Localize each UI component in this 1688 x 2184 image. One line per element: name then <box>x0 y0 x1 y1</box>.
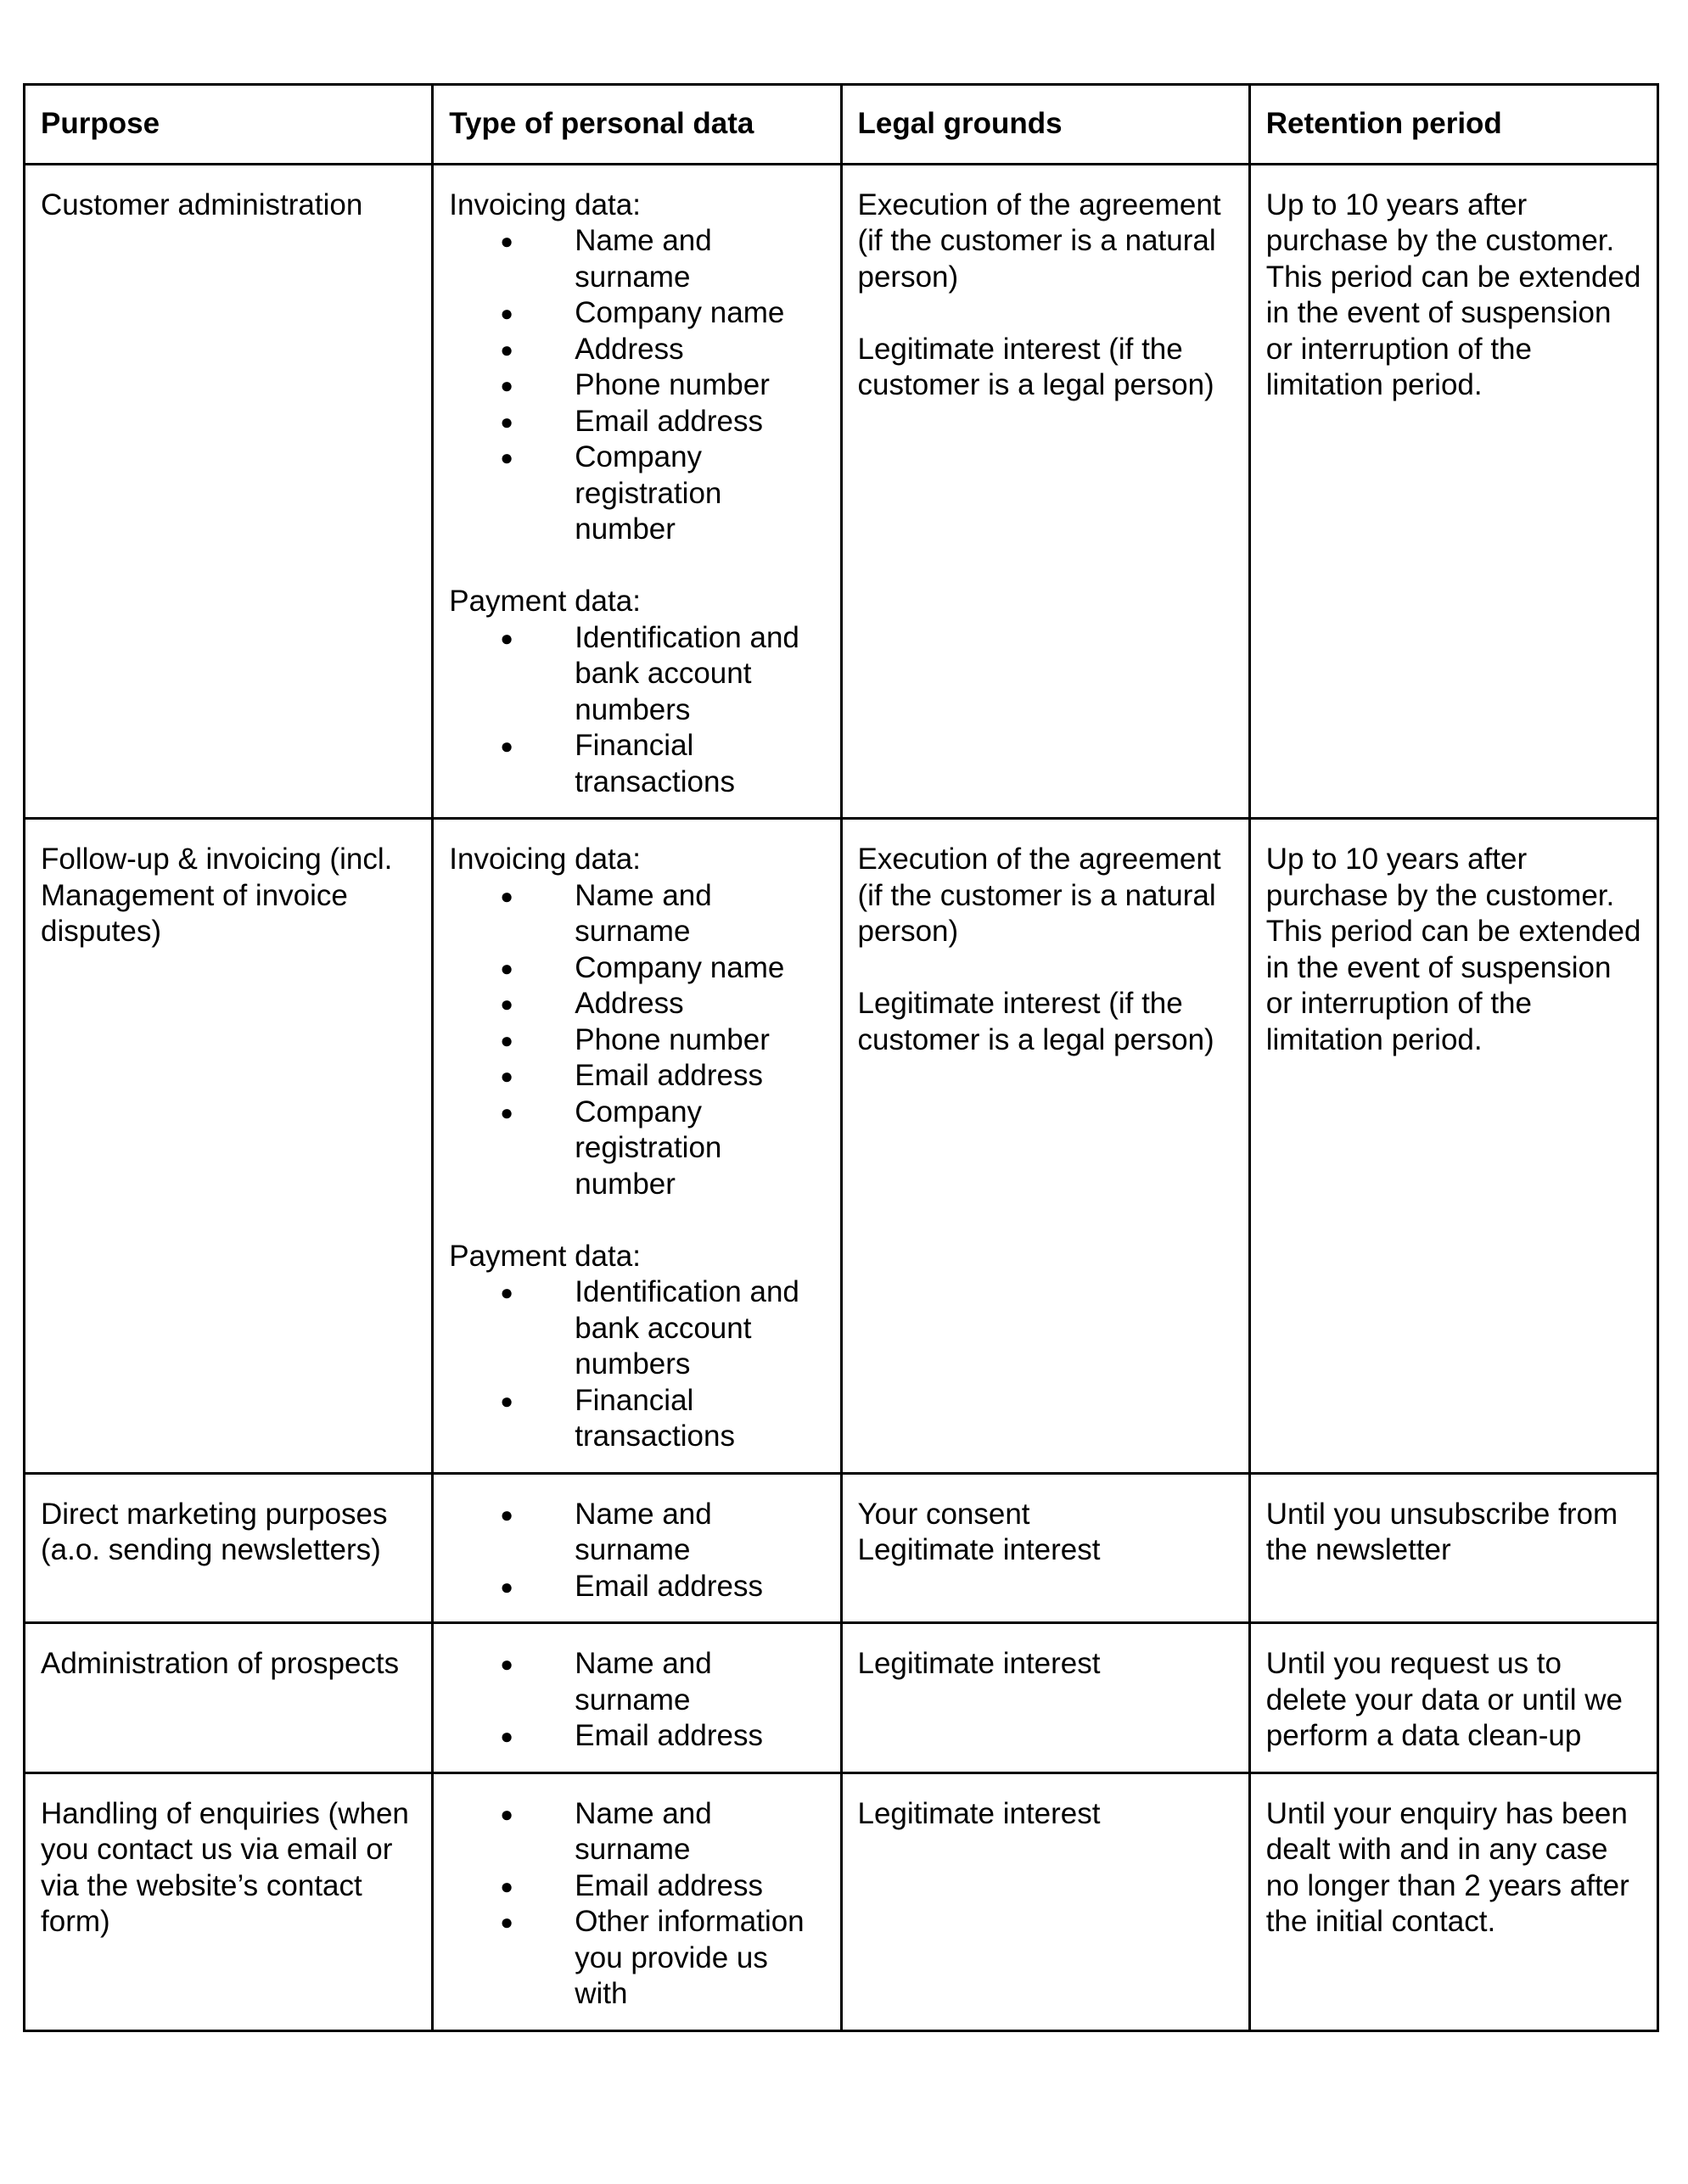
data-item-list <box>449 223 824 548</box>
list-item <box>500 332 824 368</box>
retention-period-cell <box>1249 1473 1657 1623</box>
list-item <box>500 1497 824 1569</box>
list-item-text: Phone number <box>575 1022 770 1056</box>
list-item-text: Company name <box>575 296 785 329</box>
bullet-icon: ● <box>500 1280 513 1305</box>
data-group-label: Payment data: <box>449 1239 641 1273</box>
retention-period-cell <box>1249 1772 1657 2030</box>
purpose-text: Administration of prospects <box>41 1647 400 1680</box>
header-row <box>25 85 1658 165</box>
legal-grounds-cell <box>841 164 1249 819</box>
header-type-of-personal-data: Type of personal data <box>433 85 841 165</box>
list-item-text: Name and surname <box>575 1497 712 1566</box>
bullet-icon: ● <box>500 1873 513 1899</box>
bullet-icon: ● <box>500 1800 513 1827</box>
bullet-icon: ● <box>500 624 513 651</box>
table-row <box>25 819 1658 1474</box>
purpose-text: Direct marketing purposes (a.o. sending newsletters) <box>41 1497 388 1566</box>
list-item-text: Phone number <box>575 368 770 401</box>
personal-data-cell <box>433 819 841 1474</box>
list-item <box>500 367 824 404</box>
data-item-list <box>449 1497 824 1605</box>
retention-period-text: Until you request us to delete your data or until we perform a data clean-up <box>1265 1647 1624 1752</box>
header-legal-grounds: Legal grounds <box>841 85 1249 165</box>
purpose-text: Handling of enquiries (when you contact us via email or via the website’s contact form) <box>41 1796 409 1938</box>
legal-grounds-cell <box>841 819 1249 1474</box>
bullet-icon: ● <box>500 882 513 909</box>
list-item-text: Identification and bank account numbers <box>575 620 799 726</box>
data-group <box>449 1239 824 1455</box>
list-item <box>500 728 824 800</box>
bullet-icon: ● <box>500 1651 513 1677</box>
bullet-icon: ● <box>500 1573 513 1599</box>
data-group <box>449 1796 824 2013</box>
list-item <box>500 1646 824 1718</box>
bullet-icon: ● <box>500 1501 513 1527</box>
data-group <box>449 584 824 800</box>
personal-data-cell <box>433 1473 841 1623</box>
list-item <box>500 1095 824 1203</box>
list-item <box>500 878 824 950</box>
retention-period-cell <box>1249 819 1657 1474</box>
personal-data-cell <box>433 1623 841 1773</box>
purpose-text: Customer administration <box>41 188 363 221</box>
bullet-icon: ● <box>500 733 513 759</box>
data-item-list <box>449 1646 824 1755</box>
data-group-label: Invoicing data: <box>449 188 641 221</box>
list-item <box>500 1383 824 1455</box>
bullet-icon: ● <box>500 1027 513 1053</box>
data-processing-table <box>23 83 1659 2032</box>
legal-ground-text: Legitimate interest (if the customer is a legal person) <box>857 332 1214 401</box>
purpose-cell <box>25 1772 433 2030</box>
bullet-icon: ● <box>500 408 513 434</box>
bullet-icon: ● <box>500 228 513 254</box>
list-item <box>500 1796 824 1868</box>
list-item <box>500 1569 824 1605</box>
legal-grounds-cell <box>841 1772 1249 2030</box>
list-item-text: Name and surname <box>575 1647 712 1716</box>
personal-data-cell <box>433 164 841 819</box>
bullet-icon: ● <box>500 300 513 326</box>
bullet-icon: ● <box>500 372 513 398</box>
bullet-icon: ● <box>500 1387 513 1414</box>
legal-ground-text: Legitimate interest <box>857 1796 1101 1830</box>
list-item <box>500 620 824 729</box>
list-item-text: Email address <box>575 1059 764 1092</box>
list-item-text: Address <box>575 332 684 366</box>
legal-ground-text: Legitimate interest (if the customer is a legal person) <box>857 987 1214 1056</box>
list-item <box>500 223 824 295</box>
list-item-text: Identification and bank account numbers <box>575 1275 799 1380</box>
table-row <box>25 164 1658 819</box>
list-item <box>500 1274 824 1383</box>
data-item-list <box>449 620 824 801</box>
data-item-list <box>449 878 824 1203</box>
purpose-text: Follow-up & invoicing (incl. Management of invoice disputes) <box>41 843 393 948</box>
table-row <box>25 1623 1658 1773</box>
retention-period-text: Until your enquiry has been dealt with and in any case no longer than 2 years after the initial contact. <box>1265 1796 1629 1938</box>
purpose-cell <box>25 1623 433 1773</box>
data-item-list <box>449 1796 824 2013</box>
list-item-text: Company name <box>575 950 785 984</box>
bullet-icon: ● <box>500 955 513 981</box>
retention-period-cell <box>1249 1623 1657 1773</box>
list-item-text: Name and surname <box>575 878 712 948</box>
list-item-text: Email address <box>575 1868 764 1902</box>
list-item <box>500 950 824 987</box>
purpose-cell <box>25 164 433 819</box>
retention-period-text: Up to 10 years after purchase by the customer. This period can be extended in the event of suspension or interruption of the limitation period. <box>1265 843 1641 1056</box>
list-item <box>500 1022 824 1059</box>
bullet-icon: ● <box>500 1063 513 1089</box>
data-item-list <box>449 1274 824 1455</box>
header-purpose: Purpose <box>25 85 433 165</box>
list-item-text: Financial transactions <box>575 1383 735 1453</box>
list-item <box>500 295 824 332</box>
data-group <box>449 188 824 548</box>
list-item-text: Email address <box>575 404 764 438</box>
retention-period-cell <box>1249 164 1657 819</box>
list-item-text: Email address <box>575 1569 764 1603</box>
legal-ground-text: Execution of the agreement (if the customer is a natural person) <box>857 843 1221 948</box>
data-group <box>449 1646 824 1755</box>
data-group <box>449 842 824 1202</box>
list-item <box>500 1058 824 1095</box>
purpose-cell <box>25 819 433 1474</box>
legal-grounds-cell <box>841 1473 1249 1623</box>
list-item-text: Name and surname <box>575 1796 712 1866</box>
bullet-icon: ● <box>500 991 513 1016</box>
list-item-text: Name and surname <box>575 224 712 294</box>
retention-period-text: Up to 10 years after purchase by the customer. This period can be extended in the event of suspension or interruption of the limitation period. <box>1265 188 1641 401</box>
list-item-text: Email address <box>575 1719 764 1752</box>
header-retention-period: Retention period <box>1249 85 1657 165</box>
bullet-icon: ● <box>500 336 513 362</box>
bullet-icon: ● <box>500 1723 513 1749</box>
legal-ground-text: Legitimate interest <box>857 1647 1101 1680</box>
table-row <box>25 1473 1658 1623</box>
list-item-text: Address <box>575 987 684 1020</box>
bullet-icon: ● <box>500 1099 513 1125</box>
list-item <box>500 1868 824 1905</box>
list-item-text: Other information you provide us with <box>575 1905 805 2010</box>
list-item-text: Company registration number <box>575 440 722 546</box>
data-group-label: Payment data: <box>449 585 641 618</box>
retention-period-text: Until you unsubscribe from the newsletter <box>1265 1497 1618 1566</box>
legal-grounds-cell <box>841 1623 1249 1773</box>
data-group <box>449 1497 824 1605</box>
bullet-icon: ● <box>500 1909 513 1935</box>
list-item <box>500 986 824 1022</box>
list-item-text: Financial transactions <box>575 729 735 798</box>
list-item <box>500 1904 824 2013</box>
list-item <box>500 440 824 548</box>
purpose-cell <box>25 1473 433 1623</box>
list-item <box>500 1718 824 1755</box>
list-item <box>500 404 824 440</box>
list-item-text: Company registration number <box>575 1095 722 1201</box>
legal-ground-text: Your consent Legitimate interest <box>857 1497 1101 1566</box>
data-group-label: Invoicing data: <box>449 843 641 876</box>
bullet-icon: ● <box>500 445 513 470</box>
legal-ground-text: Execution of the agreement (if the customer is a natural person) <box>857 188 1221 294</box>
table-row <box>25 1772 1658 2030</box>
personal-data-cell <box>433 1772 841 2030</box>
